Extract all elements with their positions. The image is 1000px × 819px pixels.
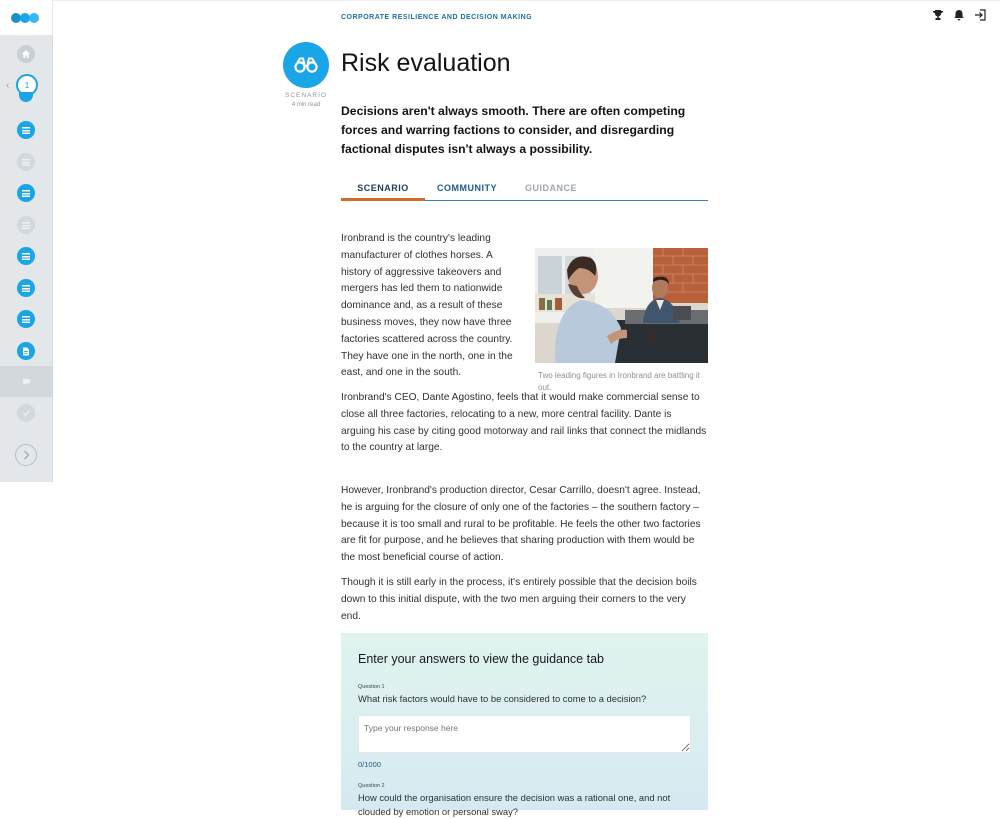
check-icon[interactable] bbox=[17, 404, 35, 422]
lesson-icon[interactable] bbox=[17, 153, 35, 171]
question-text: How could the organisation ensure the decision was a rational one, and not clouded by emotion or personal sway? bbox=[358, 792, 671, 817]
step-number: 1 bbox=[24, 80, 30, 90]
top-toolbar bbox=[932, 8, 986, 20]
question-label: Question 1 bbox=[358, 684, 385, 690]
lesson-icon[interactable] bbox=[17, 216, 35, 234]
tab-scenario[interactable]: SCENARIO bbox=[341, 178, 425, 201]
course-title[interactable]: CORPORATE RESILIENCE AND DECISION MAKING bbox=[341, 14, 533, 21]
scenario-photo bbox=[535, 248, 708, 363]
binoculars-icon bbox=[283, 42, 329, 88]
lesson-icon[interactable] bbox=[17, 279, 35, 297]
course-navigation-rail bbox=[0, 0, 53, 482]
top-border bbox=[53, 0, 1000, 1]
read-time: 4 min read bbox=[291, 102, 321, 108]
article-paragraph-text: Ironbrand's CEO, Dante Agostino, feels that it would make commercial sense to close all three factories, relocating to a new, more central facility. Dante is arguing his case by citing good motorway and rail links that connect the midlands to the country at large. bbox=[341, 392, 707, 454]
trophy-icon[interactable] bbox=[932, 8, 944, 20]
question-label: Question 2 bbox=[358, 783, 385, 789]
question-text: What risk factors would have to be considered to come to a decision? bbox=[358, 693, 647, 704]
character-counter: 0/1000 bbox=[358, 760, 381, 769]
response-input[interactable] bbox=[358, 715, 691, 753]
progress-step-icon[interactable] bbox=[19, 92, 33, 102]
article-paragraph bbox=[341, 390, 708, 457]
answers-panel bbox=[341, 633, 708, 817]
answers-heading: Enter your answers to view the guidance tab bbox=[358, 652, 604, 666]
chevron-left-icon[interactable]: ‹ bbox=[6, 80, 10, 91]
lesson-icon[interactable] bbox=[17, 121, 35, 139]
article-paragraph: Ironbrand is the country's leading manufacturer of clothes horses. A history of aggressive takeovers and mergers has led them to nationwide dominance and, as a result of these business moves, they now have three factories scattered across the country. They have one in the north, one in the east, and one in the south. bbox=[341, 233, 513, 379]
chat-icon[interactable] bbox=[17, 373, 35, 391]
content-tabs bbox=[341, 178, 708, 201]
lesson-icon[interactable] bbox=[17, 247, 35, 265]
logout-icon[interactable] bbox=[974, 8, 986, 20]
next-chevron-button[interactable] bbox=[15, 444, 37, 466]
article-paragraph: Though it is still early in the process, it's entirely possible that the decision boils down to this initial dispute, with the two men arguing their corners to the very end. bbox=[341, 577, 697, 622]
lesson-icon[interactable] bbox=[17, 184, 35, 202]
photo-caption: Two leading figures in Ironbrand are battling it out. bbox=[538, 371, 700, 392]
lead-paragraph: Decisions aren't always smooth. There are often competing forces and warring factions to consider, and disregarding factional disputes isn't always a possibility. bbox=[341, 104, 686, 156]
bell-icon[interactable] bbox=[953, 8, 965, 20]
home-icon[interactable] bbox=[17, 45, 35, 63]
lesson-icon[interactable] bbox=[17, 310, 35, 328]
tab-community[interactable]: COMMUNITY bbox=[437, 183, 497, 193]
document-icon[interactable] bbox=[17, 342, 35, 360]
tab-guidance[interactable]: GUIDANCE bbox=[524, 183, 577, 193]
content-type-label: SCENARIO bbox=[285, 92, 327, 99]
article-paragraph: However, Ironbrand's production director, Cesar Carrillo, doesn't agree. Instead, he is arguing for the closure of only one of the factories – the southern factory – because it is too small and rural to be profitable. He feels the other two factories are fit for purpose, and he believes that sharing production with them would be the most beneficial course of action. bbox=[341, 485, 701, 564]
rail-header bbox=[0, 0, 53, 36]
page-title: Risk evaluation bbox=[341, 49, 511, 77]
brand-logo[interactable] bbox=[11, 13, 38, 23]
